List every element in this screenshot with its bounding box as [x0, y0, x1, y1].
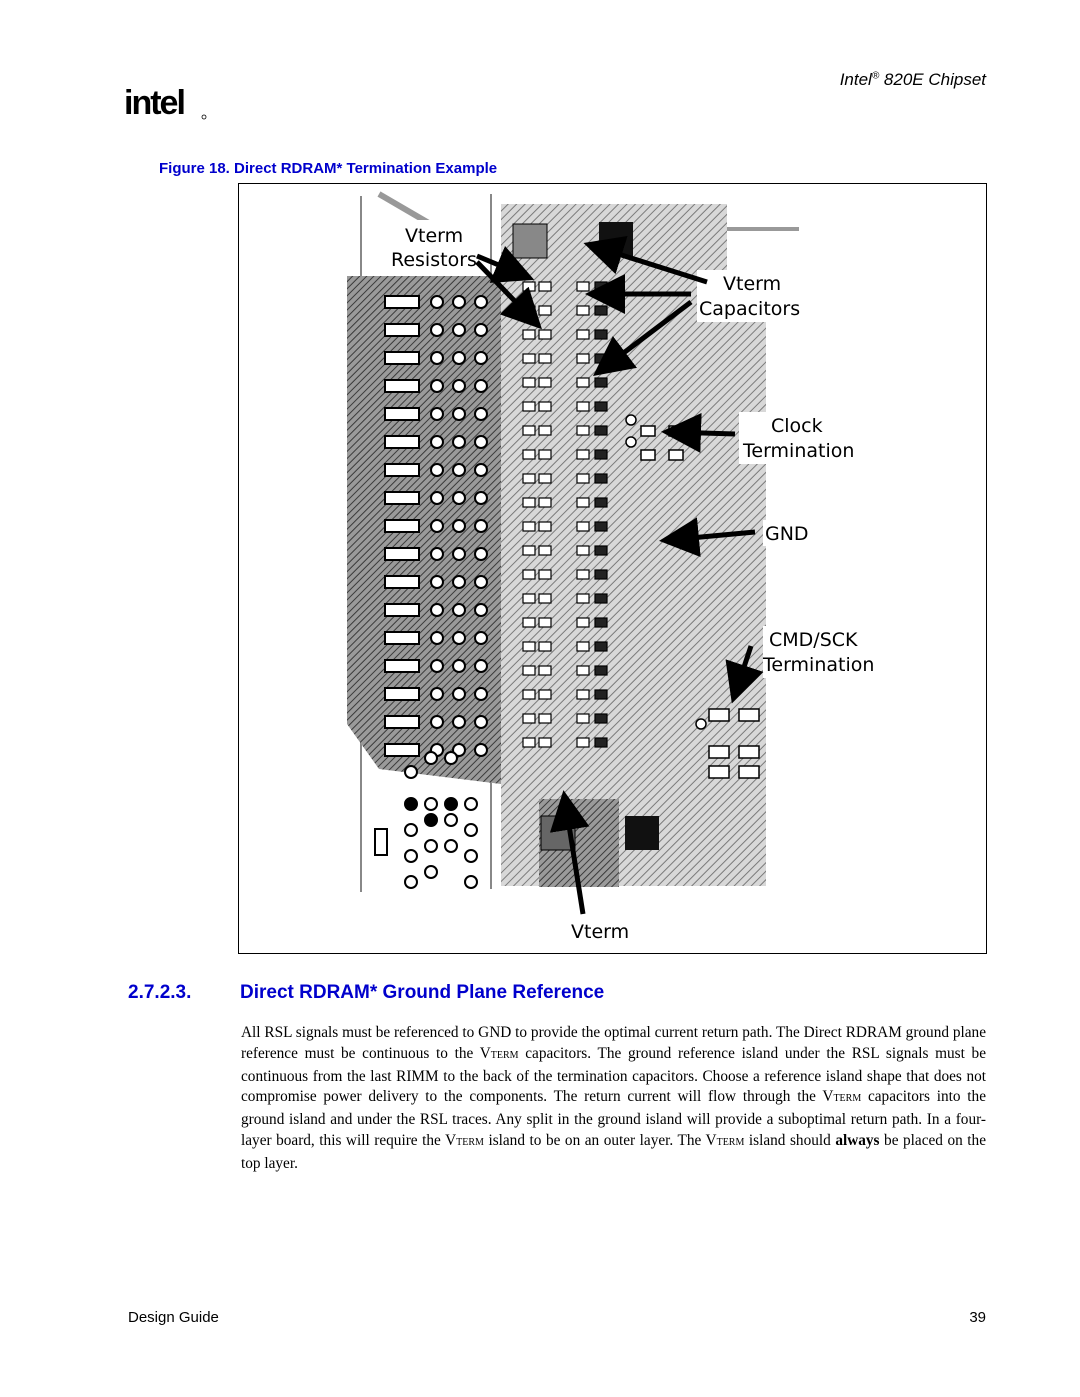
label-vterm-resistors-line2: Resistors — [391, 249, 477, 271]
label-clock-termination-line2: Termination — [743, 440, 855, 462]
intel-logo — [124, 84, 210, 130]
page-number: 39 — [969, 1309, 986, 1326]
section-number: 2.7.2.3. — [128, 982, 192, 1003]
label-cmd-sck-termination-line1: CMD/SCK — [769, 629, 858, 651]
section-title: Direct RDRAM* Ground Plane Reference — [240, 982, 605, 1003]
label-cmd-sck-termination-line2: Termination — [763, 654, 875, 676]
label-vterm-capacitors-line1: Vterm — [723, 273, 782, 295]
label-vterm-capacitors-line2: Capacitors — [699, 298, 801, 320]
label-vterm-resistors-line1: Vterm — [405, 225, 464, 247]
footer-doc-name: Design Guide — [128, 1309, 219, 1326]
pcb-layout-figure — [238, 183, 987, 954]
section-heading — [128, 982, 604, 1004]
arrow-clock-termination — [671, 432, 735, 434]
svg-text:intel: intel — [124, 84, 184, 122]
label-clock-termination-line1: Clock — [771, 415, 823, 437]
label-vterm-bottom: Vterm — [571, 921, 630, 943]
label-gnd: GND — [765, 523, 809, 545]
body-paragraph: All RSL signals must be referenced to GND to provide the optimal current return path. The Direct RDRAM ground plane reference must be continuous to the VTERM capacitors. The ground reference island under the RSL signals must be continuous from the last RIMM to the back of the termination capacitors. Choose a reference island shape that does not compromise power delivery to the components. The return current will flow through the VTERM capacitors into the ground island and under the RSL traces. Any split in the ground island will provide a suboptimal return path. In a four-layer board, this will require the VTERM island to be on an outer layer. The VTERM island should always be placed on the top layer. — [241, 1024, 986, 1172]
figure-caption: Figure 18. Direct RDRAM* Termination Example — [159, 160, 498, 177]
document-title: Intel® 820E Chipset — [839, 70, 986, 89]
